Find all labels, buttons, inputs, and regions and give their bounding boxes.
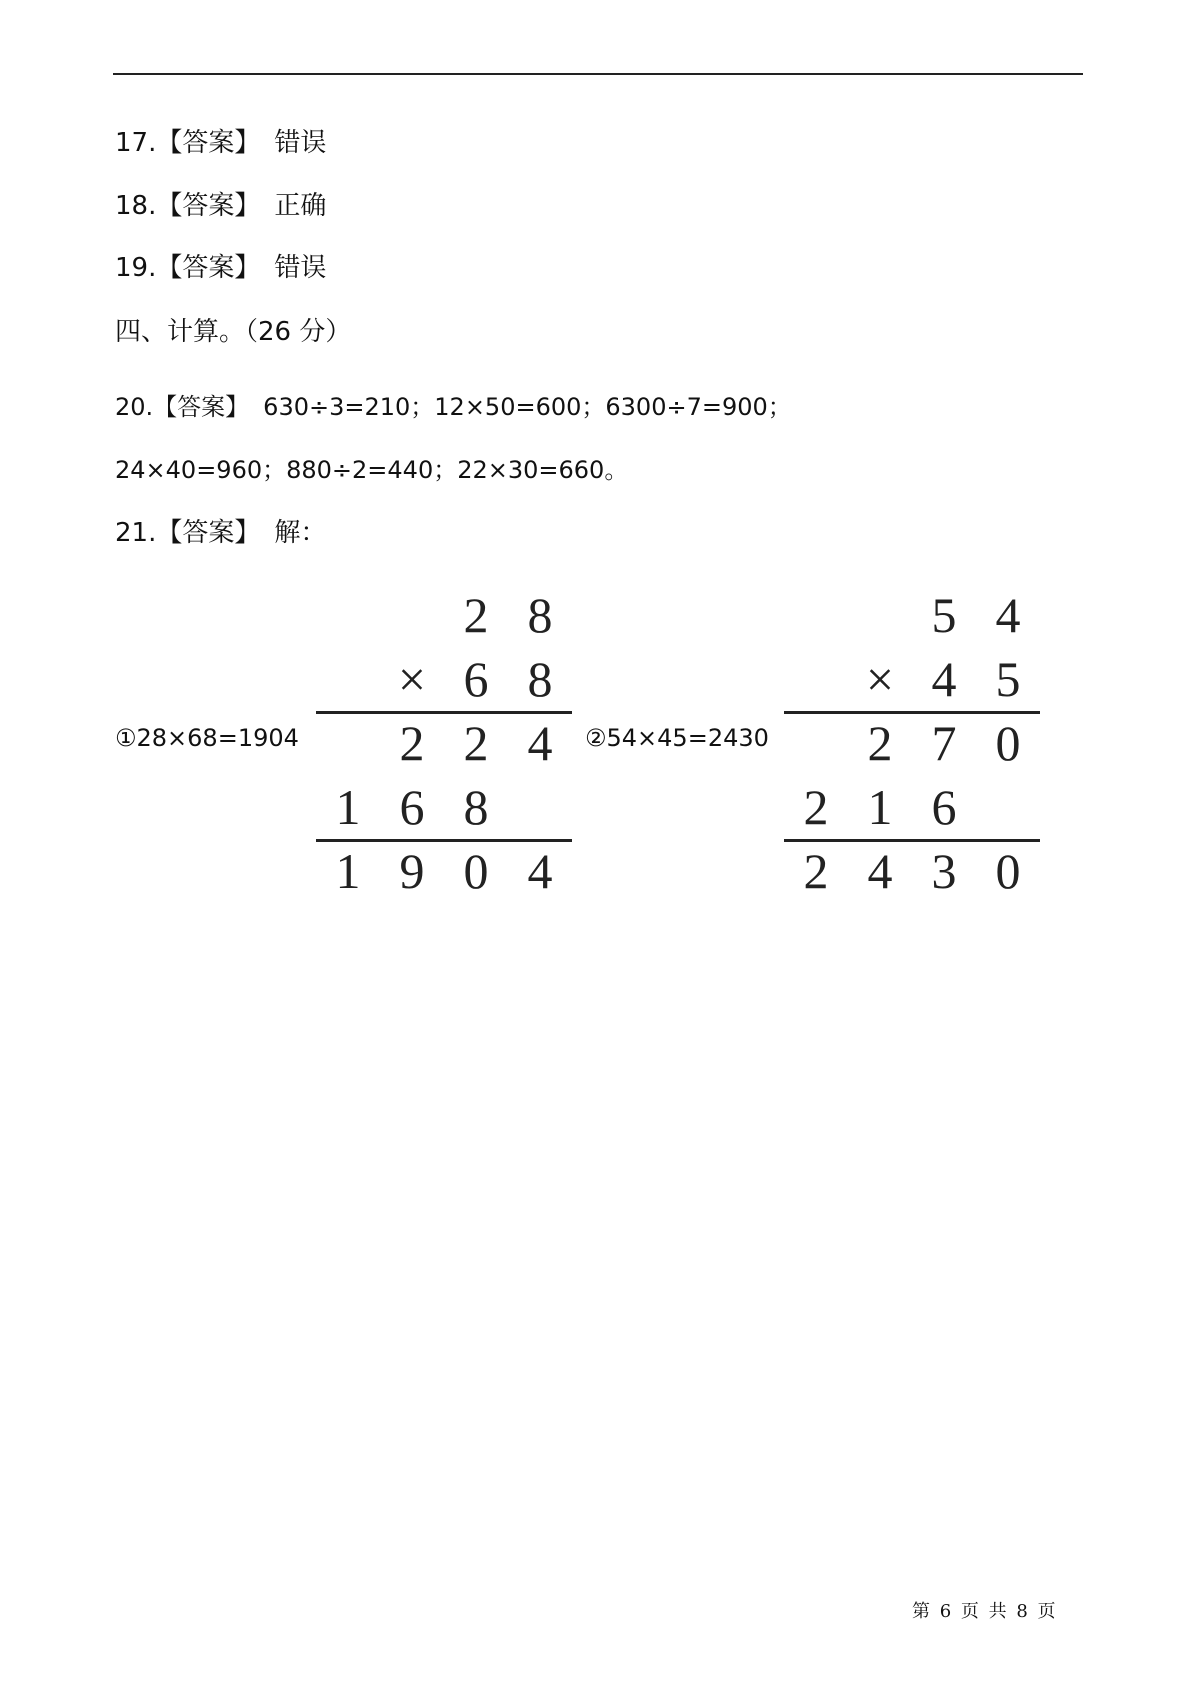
answer-17 <box>115 126 326 160</box>
answer-text: 解： <box>274 518 327 548</box>
digit: 4 <box>931 651 957 707</box>
answer-number: 17. <box>115 128 157 158</box>
digit: 4 <box>867 843 893 899</box>
partial-product-row <box>316 777 508 837</box>
answer-label: 【答案】 <box>153 393 250 421</box>
calc2-expression: ②54×45=2430 <box>585 724 769 752</box>
multiplier-row <box>848 649 1040 709</box>
answer-label: 【答案】 <box>156 518 261 548</box>
answer-20 <box>115 390 792 424</box>
digit: 2 <box>803 779 829 835</box>
digit: 9 <box>399 843 425 899</box>
digit: 1 <box>867 779 893 835</box>
header-rule <box>113 73 1083 75</box>
digit: 2 <box>463 587 489 643</box>
partial-product-row <box>784 777 976 837</box>
digit: 2 <box>463 715 489 771</box>
digit: 0 <box>463 843 489 899</box>
answer-text: 错误 <box>274 128 327 158</box>
section-heading: 四、计算。（26 分） <box>115 317 352 347</box>
result-row <box>784 841 1040 901</box>
digit: 3 <box>931 843 957 899</box>
digit: 2 <box>803 843 829 899</box>
digit: 5 <box>995 651 1021 707</box>
multiplicand-row <box>444 585 572 645</box>
answer-text: 错误 <box>274 253 327 283</box>
digit: 6 <box>399 779 425 835</box>
answer-number: 21. <box>115 518 157 548</box>
digit: 5 <box>931 587 957 643</box>
answer-20-line2: 24×40=960；880÷2=440；22×30=660。 <box>115 456 629 484</box>
answer-text: 正确 <box>274 191 327 221</box>
digit: 4 <box>995 587 1021 643</box>
answer-number: 20. <box>115 393 154 421</box>
digit: 6 <box>463 651 489 707</box>
multiply-sign: × <box>397 651 427 707</box>
multiply-sign: × <box>865 651 895 707</box>
answer-label: 【答案】 <box>156 191 261 221</box>
partial-product-row <box>848 713 1040 773</box>
digit: 8 <box>527 587 553 643</box>
answer-label: 【答案】 <box>156 253 261 283</box>
multiplicand-row <box>912 585 1040 645</box>
answer-number: 19. <box>115 253 157 283</box>
result-row <box>316 841 572 901</box>
calc1-expression: ①28×68=1904 <box>115 724 299 752</box>
page-footer: 第 6 页 共 8 页 <box>912 1601 1058 1622</box>
vertical-calc-2 <box>784 585 1040 899</box>
answer-number: 18. <box>115 191 157 221</box>
digit: 1 <box>335 843 361 899</box>
digit: 0 <box>995 715 1021 771</box>
digit: 8 <box>527 651 553 707</box>
answer-18 <box>115 189 326 223</box>
answer-21 <box>115 516 326 550</box>
answer-text: 630÷3=210；12×50=600；6300÷7=900； <box>263 393 792 421</box>
digit: 2 <box>867 715 893 771</box>
digit: 7 <box>931 715 957 771</box>
multiplier-row <box>380 649 572 709</box>
digit: 8 <box>463 779 489 835</box>
answer-19 <box>115 251 326 285</box>
digit: 4 <box>527 843 553 899</box>
digit: 1 <box>335 779 361 835</box>
digit: 4 <box>527 715 553 771</box>
vertical-calc-1 <box>316 585 572 899</box>
answer-label: 【答案】 <box>156 128 261 158</box>
digit: 6 <box>931 779 957 835</box>
digit: 0 <box>995 843 1021 899</box>
digit: 2 <box>399 715 425 771</box>
partial-product-row <box>380 713 572 773</box>
